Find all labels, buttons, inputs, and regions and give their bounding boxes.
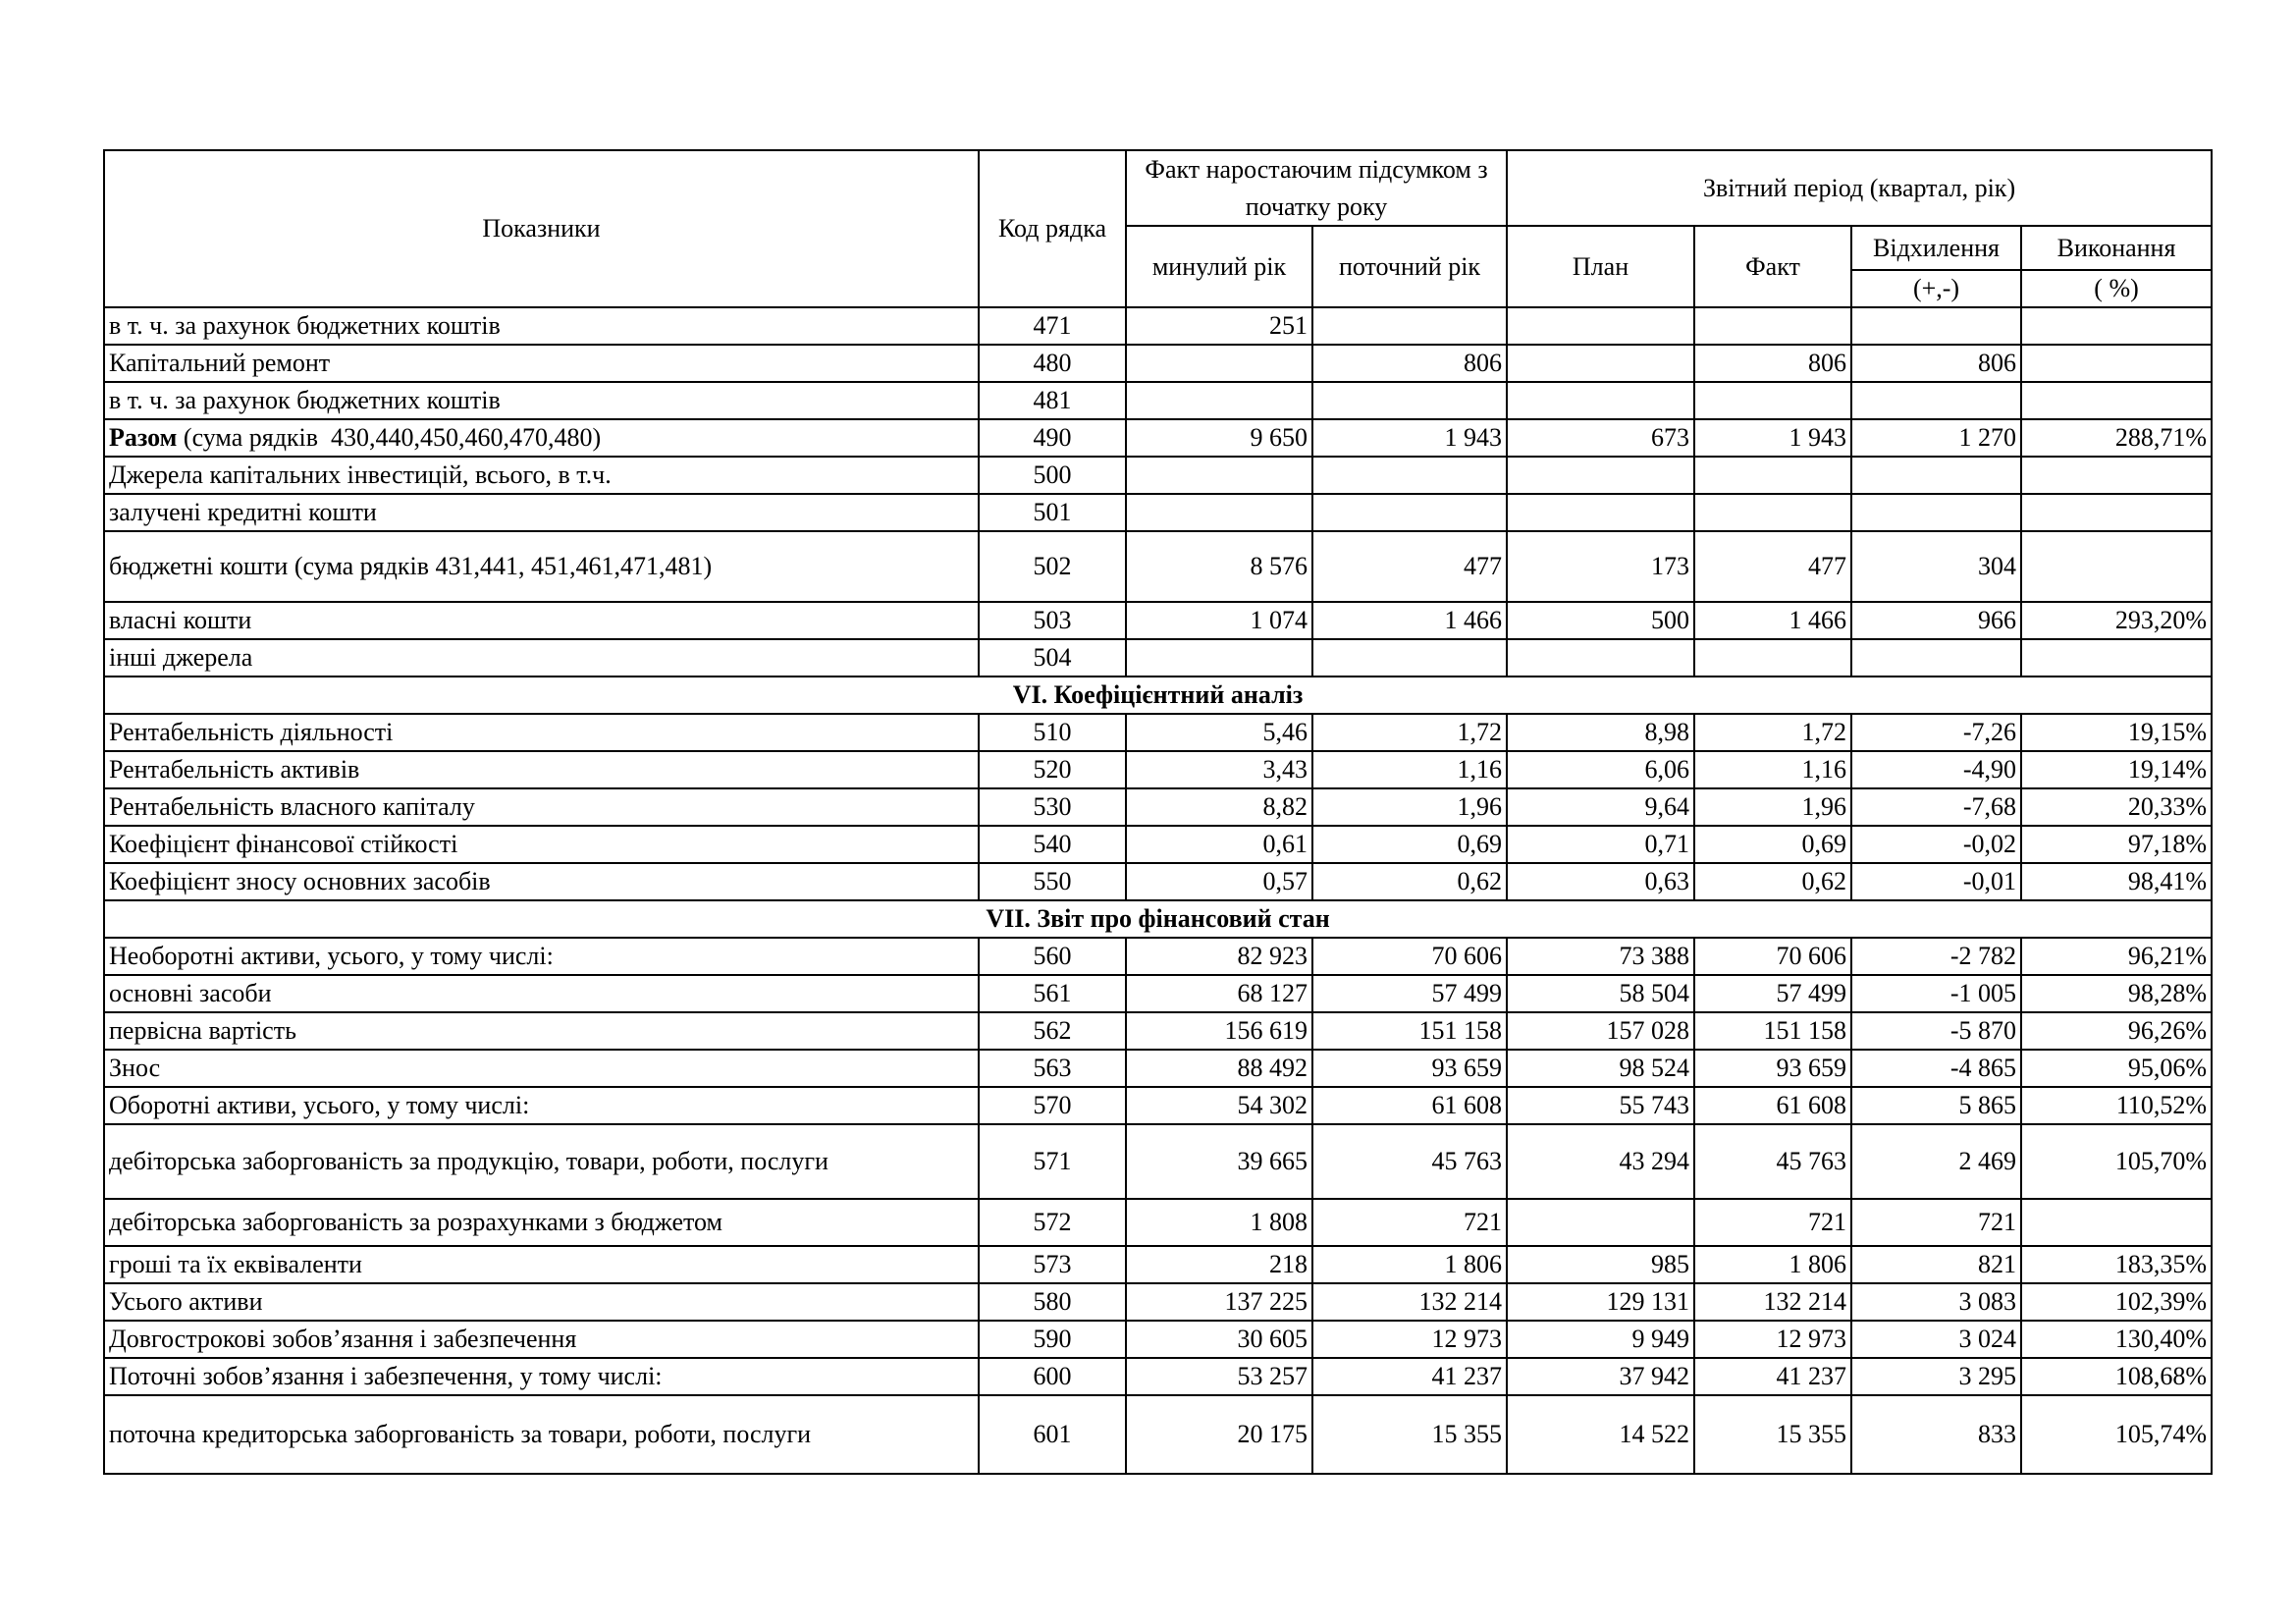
deviation-cell: -1 005	[1851, 975, 2021, 1012]
row-label: Рентабельність діяльності	[104, 714, 979, 751]
plan-cell: 98 524	[1507, 1050, 1694, 1087]
row-label: Коефіцієнт зносу основних засобів	[104, 863, 979, 900]
curr-year-cell	[1312, 494, 1507, 531]
execution-cell: 98,28%	[2021, 975, 2212, 1012]
financial-report-table	[103, 149, 2213, 1475]
prev-year-cell	[1126, 457, 1312, 494]
execution-cell: 19,15%	[2021, 714, 2212, 751]
curr-year-cell: 0,69	[1312, 826, 1507, 863]
deviation-cell: -0,01	[1851, 863, 2021, 900]
execution-cell	[2021, 531, 2212, 602]
prev-year-cell: 156 619	[1126, 1012, 1312, 1050]
curr-year-cell: 1,72	[1312, 714, 1507, 751]
table-row	[104, 1395, 2212, 1474]
curr-year-cell: 15 355	[1312, 1395, 1507, 1474]
prev-year-cell: 39 665	[1126, 1124, 1312, 1199]
execution-cell: 96,21%	[2021, 938, 2212, 975]
row-label: первісна вартість	[104, 1012, 979, 1050]
prev-year-cell: 68 127	[1126, 975, 1312, 1012]
prev-year-cell: 20 175	[1126, 1395, 1312, 1474]
row-label: залучені кредитні кошти	[104, 494, 979, 531]
execution-cell: 183,35%	[2021, 1246, 2212, 1283]
prev-year-cell: 251	[1126, 307, 1312, 345]
table-row	[104, 826, 2212, 863]
plan-cell	[1507, 639, 1694, 677]
curr-year-cell: 1,16	[1312, 751, 1507, 788]
table-row	[104, 494, 2212, 531]
prev-year-cell: 8,82	[1126, 788, 1312, 826]
fact-cell: 721	[1694, 1199, 1851, 1246]
deviation-cell: 806	[1851, 345, 2021, 382]
header-reporting-group: Звітний період (квартал, рік)	[1507, 150, 2212, 226]
table-row	[104, 1283, 2212, 1321]
row-label: Необоротні активи, усього, у тому числі:	[104, 938, 979, 975]
deviation-cell: 966	[1851, 602, 2021, 639]
fact-cell: 1 943	[1694, 419, 1851, 457]
fact-cell: 15 355	[1694, 1395, 1851, 1474]
plan-cell: 55 743	[1507, 1087, 1694, 1124]
table-row	[104, 639, 2212, 677]
prev-year-cell: 30 605	[1126, 1321, 1312, 1358]
row-label: Коефіцієнт фінансової стійкості	[104, 826, 979, 863]
deviation-cell: 3 024	[1851, 1321, 2021, 1358]
section-title: VI. Коефіцієнтний аналіз	[104, 677, 2212, 714]
prev-year-cell: 8 576	[1126, 531, 1312, 602]
deviation-cell: 821	[1851, 1246, 2021, 1283]
deviation-cell	[1851, 639, 2021, 677]
code-cell: 471	[979, 307, 1126, 345]
curr-year-cell: 1,96	[1312, 788, 1507, 826]
plan-cell	[1507, 494, 1694, 531]
curr-year-cell: 61 608	[1312, 1087, 1507, 1124]
execution-cell	[2021, 345, 2212, 382]
table-row	[104, 788, 2212, 826]
execution-cell: 102,39%	[2021, 1283, 2212, 1321]
plan-cell: 0,63	[1507, 863, 1694, 900]
execution-cell	[2021, 639, 2212, 677]
prev-year-cell	[1126, 639, 1312, 677]
section-row	[104, 677, 2212, 714]
table-header	[104, 150, 2212, 307]
code-cell: 501	[979, 494, 1126, 531]
table-row	[104, 1246, 2212, 1283]
deviation-cell: -2 782	[1851, 938, 2021, 975]
execution-cell: 95,06%	[2021, 1050, 2212, 1087]
header-prev-year: минулий рік	[1126, 226, 1312, 307]
prev-year-cell: 1 808	[1126, 1199, 1312, 1246]
code-cell: 573	[979, 1246, 1126, 1283]
curr-year-cell	[1312, 639, 1507, 677]
fact-cell: 1,96	[1694, 788, 1851, 826]
execution-cell: 98,41%	[2021, 863, 2212, 900]
table-body	[104, 307, 2212, 1474]
row-label: дебіторська заборгованість за продукцію, товари, роботи, послуги	[104, 1124, 979, 1199]
code-cell: 600	[979, 1358, 1126, 1395]
table-row	[104, 1199, 2212, 1246]
code-cell: 530	[979, 788, 1126, 826]
fact-cell: 1 466	[1694, 602, 1851, 639]
row-label: Довгострокові зобов’язання і забезпечення	[104, 1321, 979, 1358]
plan-cell	[1507, 345, 1694, 382]
header-cumulative-group: Факт наростаючим підсумком з початку року	[1126, 150, 1507, 226]
curr-year-cell: 477	[1312, 531, 1507, 602]
execution-cell: 105,70%	[2021, 1124, 2212, 1199]
code-cell: 571	[979, 1124, 1126, 1199]
execution-cell	[2021, 457, 2212, 494]
prev-year-cell: 5,46	[1126, 714, 1312, 751]
row-label: основні засоби	[104, 975, 979, 1012]
fact-cell: 61 608	[1694, 1087, 1851, 1124]
deviation-cell	[1851, 307, 2021, 345]
plan-cell: 6,06	[1507, 751, 1694, 788]
code-cell: 562	[979, 1012, 1126, 1050]
execution-cell	[2021, 494, 2212, 531]
prev-year-cell: 88 492	[1126, 1050, 1312, 1087]
deviation-cell: 5 865	[1851, 1087, 2021, 1124]
row-label: Знос	[104, 1050, 979, 1087]
row-label: гроші та їх еквіваленти	[104, 1246, 979, 1283]
table-row	[104, 382, 2212, 419]
execution-cell: 97,18%	[2021, 826, 2212, 863]
prev-year-cell	[1126, 382, 1312, 419]
code-cell: 481	[979, 382, 1126, 419]
prev-year-cell: 3,43	[1126, 751, 1312, 788]
row-label-text: (сума рядків 430,440,450,460,470,480)	[177, 423, 602, 453]
plan-cell: 58 504	[1507, 975, 1694, 1012]
fact-cell: 70 606	[1694, 938, 1851, 975]
code-cell: 480	[979, 345, 1126, 382]
code-cell: 502	[979, 531, 1126, 602]
plan-cell: 673	[1507, 419, 1694, 457]
row-label: в т. ч. за рахунок бюджетних коштів	[104, 307, 979, 345]
header-deviation-sub: (+,-)	[1851, 270, 2021, 307]
fact-cell: 57 499	[1694, 975, 1851, 1012]
row-label: Оборотні активи, усього, у тому числі:	[104, 1087, 979, 1124]
fact-cell	[1694, 457, 1851, 494]
plan-cell: 985	[1507, 1246, 1694, 1283]
deviation-cell: 1 270	[1851, 419, 2021, 457]
plan-cell: 129 131	[1507, 1283, 1694, 1321]
fact-cell: 12 973	[1694, 1321, 1851, 1358]
fact-cell: 806	[1694, 345, 1851, 382]
row-label: Джерела капітальних інвестицій, всього, в т.ч.	[104, 457, 979, 494]
code-cell: 560	[979, 938, 1126, 975]
prev-year-cell	[1126, 345, 1312, 382]
table-row	[104, 714, 2212, 751]
header-curr-year: поточний рік	[1312, 226, 1507, 307]
table-row	[104, 938, 2212, 975]
code-cell: 510	[979, 714, 1126, 751]
code-cell: 504	[979, 639, 1126, 677]
plan-cell: 73 388	[1507, 938, 1694, 975]
execution-cell: 130,40%	[2021, 1321, 2212, 1358]
execution-cell	[2021, 1199, 2212, 1246]
deviation-cell: 3 295	[1851, 1358, 2021, 1395]
deviation-cell: -4,90	[1851, 751, 2021, 788]
curr-year-cell: 41 237	[1312, 1358, 1507, 1395]
fact-cell: 0,62	[1694, 863, 1851, 900]
plan-cell: 37 942	[1507, 1358, 1694, 1395]
table-row	[104, 975, 2212, 1012]
fact-cell	[1694, 494, 1851, 531]
deviation-cell: -0,02	[1851, 826, 2021, 863]
code-cell: 550	[979, 863, 1126, 900]
plan-cell: 14 522	[1507, 1395, 1694, 1474]
execution-cell: 19,14%	[2021, 751, 2212, 788]
curr-year-cell	[1312, 382, 1507, 419]
curr-year-cell: 151 158	[1312, 1012, 1507, 1050]
prev-year-cell	[1126, 494, 1312, 531]
execution-cell: 288,71%	[2021, 419, 2212, 457]
fact-cell	[1694, 382, 1851, 419]
row-label: Рентабельність активів	[104, 751, 979, 788]
row-label: власні кошти	[104, 602, 979, 639]
table-row	[104, 751, 2212, 788]
table-row	[104, 419, 2212, 457]
table-row	[104, 863, 2212, 900]
table-row	[104, 1321, 2212, 1358]
fact-cell: 132 214	[1694, 1283, 1851, 1321]
prev-year-cell: 53 257	[1126, 1358, 1312, 1395]
row-label: Поточні зобов’язання і забезпечення, у тому числі:	[104, 1358, 979, 1395]
deviation-cell: 721	[1851, 1199, 2021, 1246]
curr-year-cell	[1312, 307, 1507, 345]
plan-cell: 9,64	[1507, 788, 1694, 826]
code-cell: 500	[979, 457, 1126, 494]
table-row	[104, 457, 2212, 494]
curr-year-cell	[1312, 457, 1507, 494]
plan-cell: 0,71	[1507, 826, 1694, 863]
plan-cell: 157 028	[1507, 1012, 1694, 1050]
deviation-cell: 3 083	[1851, 1283, 2021, 1321]
prev-year-cell: 218	[1126, 1246, 1312, 1283]
header-indicators: Показники	[104, 150, 979, 307]
execution-cell: 293,20%	[2021, 602, 2212, 639]
table-row	[104, 307, 2212, 345]
row-label: інші джерела	[104, 639, 979, 677]
plan-cell: 173	[1507, 531, 1694, 602]
curr-year-cell: 1 943	[1312, 419, 1507, 457]
execution-cell: 96,26%	[2021, 1012, 2212, 1050]
section-title: VII. Звіт про фінансовий стан	[104, 900, 2212, 938]
code-cell: 570	[979, 1087, 1126, 1124]
prev-year-cell: 82 923	[1126, 938, 1312, 975]
header-execution: Виконання	[2021, 226, 2212, 270]
row-label: поточна кредиторська заборгованість за товари, роботи, послуги	[104, 1395, 979, 1474]
prev-year-cell: 9 650	[1126, 419, 1312, 457]
execution-cell	[2021, 382, 2212, 419]
execution-cell: 20,33%	[2021, 788, 2212, 826]
execution-cell	[2021, 307, 2212, 345]
prev-year-cell: 0,57	[1126, 863, 1312, 900]
code-cell: 572	[979, 1199, 1126, 1246]
code-cell: 580	[979, 1283, 1126, 1321]
prev-year-cell: 54 302	[1126, 1087, 1312, 1124]
plan-cell	[1507, 457, 1694, 494]
curr-year-cell: 45 763	[1312, 1124, 1507, 1199]
deviation-cell: -7,26	[1851, 714, 2021, 751]
section-row	[104, 900, 2212, 938]
deviation-cell	[1851, 382, 2021, 419]
curr-year-cell: 93 659	[1312, 1050, 1507, 1087]
deviation-cell: 2 469	[1851, 1124, 2021, 1199]
deviation-cell: -4 865	[1851, 1050, 2021, 1087]
header-deviation: Відхилення	[1851, 226, 2021, 270]
table-row	[104, 531, 2212, 602]
header-fact: Факт	[1694, 226, 1851, 307]
code-cell: 503	[979, 602, 1126, 639]
fact-cell: 477	[1694, 531, 1851, 602]
fact-cell: 1 806	[1694, 1246, 1851, 1283]
table-row	[104, 1358, 2212, 1395]
prev-year-cell: 137 225	[1126, 1283, 1312, 1321]
row-label-bold: Разом	[109, 423, 178, 453]
fact-cell: 0,69	[1694, 826, 1851, 863]
row-label: в т. ч. за рахунок бюджетних коштів	[104, 382, 979, 419]
execution-cell: 110,52%	[2021, 1087, 2212, 1124]
code-cell: 490	[979, 419, 1126, 457]
table-row	[104, 345, 2212, 382]
curr-year-cell: 132 214	[1312, 1283, 1507, 1321]
code-cell: 540	[979, 826, 1126, 863]
header-code: Код рядка	[979, 150, 1126, 307]
fact-cell: 45 763	[1694, 1124, 1851, 1199]
row-label: Усього активи	[104, 1283, 979, 1321]
plan-cell: 8,98	[1507, 714, 1694, 751]
curr-year-cell: 12 973	[1312, 1321, 1507, 1358]
code-cell: 520	[979, 751, 1126, 788]
row-label: дебіторська заборгованість за розрахунками з бюджетом	[104, 1199, 979, 1246]
curr-year-cell: 806	[1312, 345, 1507, 382]
table-row	[104, 1124, 2212, 1199]
plan-cell	[1507, 382, 1694, 419]
fact-cell	[1694, 639, 1851, 677]
deviation-cell: -7,68	[1851, 788, 2021, 826]
plan-cell: 500	[1507, 602, 1694, 639]
table-row	[104, 1087, 2212, 1124]
fact-cell: 151 158	[1694, 1012, 1851, 1050]
table-row	[104, 602, 2212, 639]
execution-cell: 108,68%	[2021, 1358, 2212, 1395]
curr-year-cell: 70 606	[1312, 938, 1507, 975]
fact-cell: 1,16	[1694, 751, 1851, 788]
deviation-cell: 304	[1851, 531, 2021, 602]
header-plan: План	[1507, 226, 1694, 307]
prev-year-cell: 1 074	[1126, 602, 1312, 639]
deviation-cell: -5 870	[1851, 1012, 2021, 1050]
row-label: Рентабельність власного капіталу	[104, 788, 979, 826]
curr-year-cell: 1 466	[1312, 602, 1507, 639]
curr-year-cell: 57 499	[1312, 975, 1507, 1012]
deviation-cell	[1851, 457, 2021, 494]
code-cell: 561	[979, 975, 1126, 1012]
curr-year-cell: 1 806	[1312, 1246, 1507, 1283]
code-cell: 563	[979, 1050, 1126, 1087]
code-cell: 601	[979, 1395, 1126, 1474]
deviation-cell: 833	[1851, 1395, 2021, 1474]
header-execution-sub: ( %)	[2021, 270, 2212, 307]
fact-cell: 41 237	[1694, 1358, 1851, 1395]
table-row	[104, 1050, 2212, 1087]
curr-year-cell: 721	[1312, 1199, 1507, 1246]
plan-cell	[1507, 1199, 1694, 1246]
fact-cell: 93 659	[1694, 1050, 1851, 1087]
curr-year-cell: 0,62	[1312, 863, 1507, 900]
deviation-cell	[1851, 494, 2021, 531]
row-label: Капітальний ремонт	[104, 345, 979, 382]
code-cell: 590	[979, 1321, 1126, 1358]
plan-cell	[1507, 307, 1694, 345]
row-label: бюджетні кошти (сума рядків 431,441, 451,461,471,481)	[104, 531, 979, 602]
execution-cell: 105,74%	[2021, 1395, 2212, 1474]
fact-cell: 1,72	[1694, 714, 1851, 751]
fact-cell	[1694, 307, 1851, 345]
plan-cell: 43 294	[1507, 1124, 1694, 1199]
plan-cell: 9 949	[1507, 1321, 1694, 1358]
prev-year-cell: 0,61	[1126, 826, 1312, 863]
table-row	[104, 1012, 2212, 1050]
row-label	[104, 419, 979, 457]
